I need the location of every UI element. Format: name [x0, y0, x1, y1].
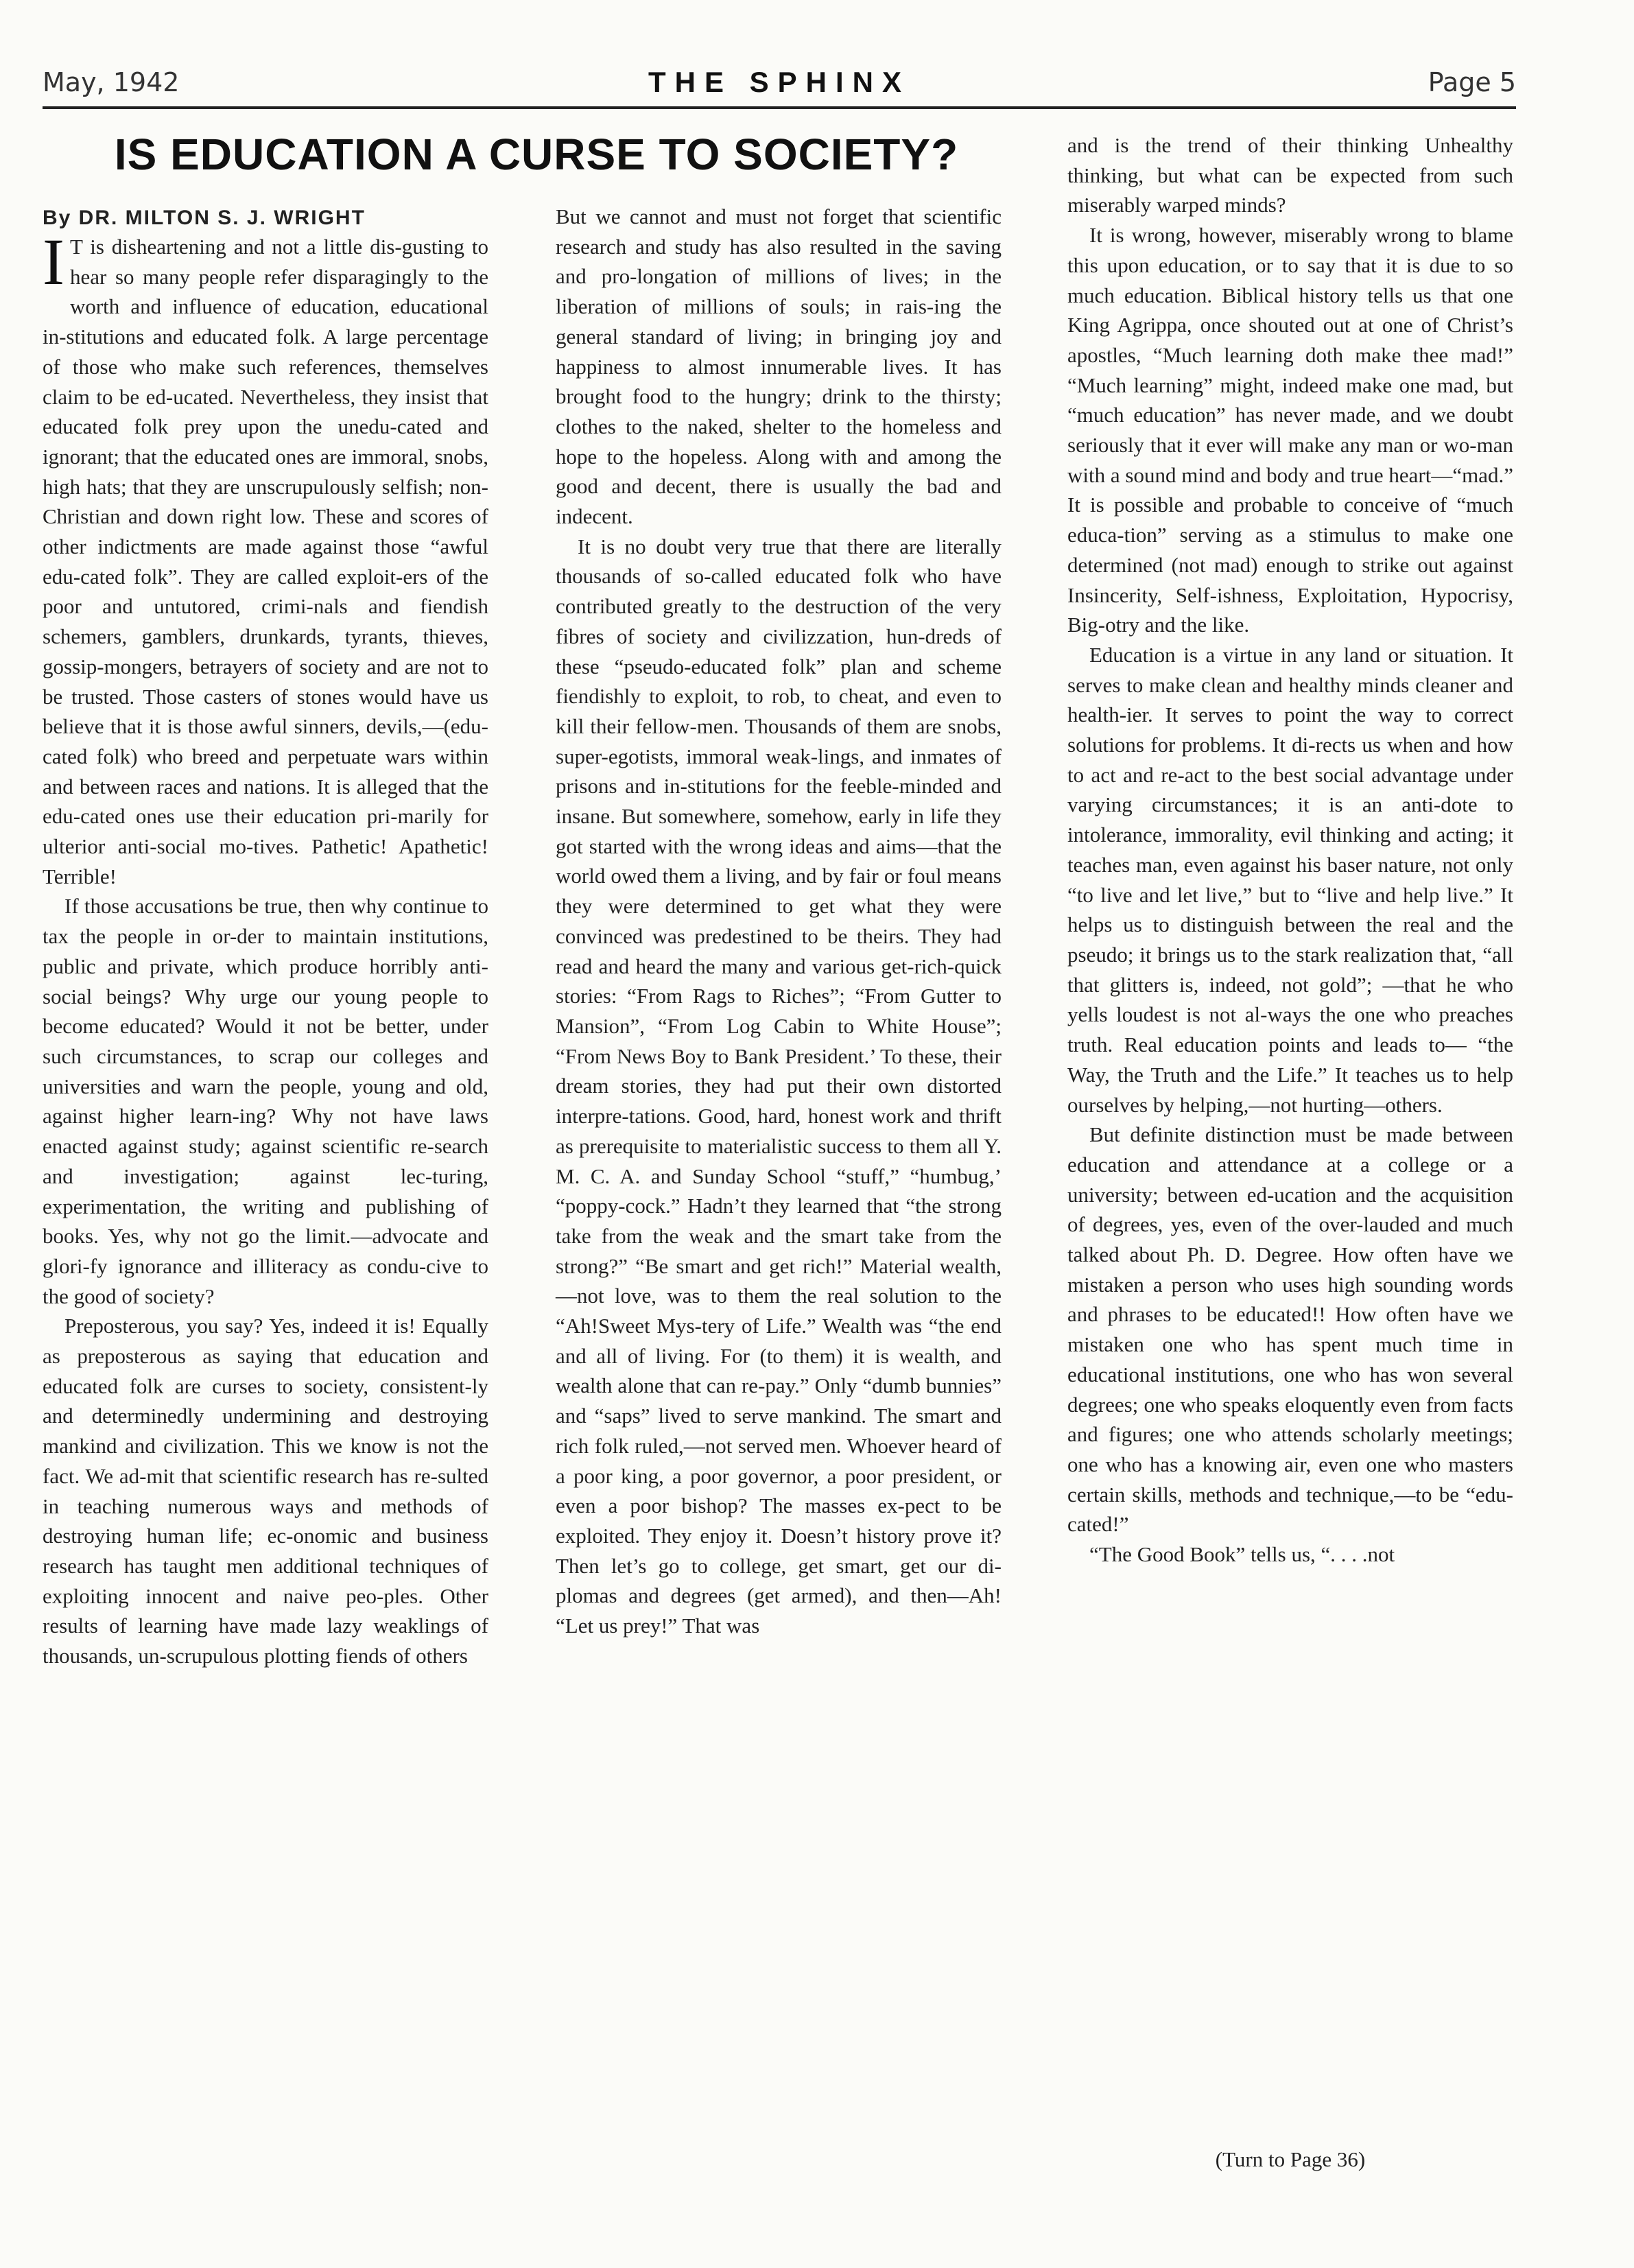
paragraph-6: and is the trend of their thinking Unhealthy thinking, but what can be expected from such miserably warped minds?	[1067, 133, 1513, 217]
column-1	[43, 204, 488, 1671]
paragraph-7: It is wrong, however, miserably wrong to blame this upon education, or to say that it is due to so much education. Biblical history tells us that one King Agrippa, once shouted out at one of Christ’s apostles, “Much learning doth make thee mad!” “Much learning” might, indeed make one mad, but “much education” has never made, and we doubt seriously that it ever will make any man or wo-man with a sound mind and body and true heart—“mad.” It is possible and probable to conceive of “much educa-tion” serving as a stimulus to make one determined (not mad) enough to strike out against Insincerity, Self-ishness, Exploitation, Hypocrisy, Big-otry and the like.	[1067, 223, 1513, 637]
page-number: Page 5	[1428, 67, 1516, 97]
article-byline: By DR. MILTON S. J. WRIGHT	[43, 206, 366, 229]
column-3	[1067, 130, 1513, 1570]
paragraph-1	[43, 225, 488, 891]
column-2	[556, 202, 1002, 1641]
paragraph-2: If those accusations be true, then why continue to tax the people in or-der to maintain institutions, public and private, which produce horribly anti-social beings? Why urge our young people to become educated? Would it not be better, under such circumstances, to scrap our colleges and universities and warn the people, young and old, against higher learn-ing? Why not have laws enacted against study; against scientific re-search and investigation; against lec-turing, experimentation, the writing and publishing of books. Yes, why not go the limit.—advocate and glori-fy ignorance and illiteracy as condu-cive to the good of society?	[43, 894, 488, 1308]
paragraph-8: Education is a virtue in any land or situation. It serves to make clean and healthy minds cleaner and health-ier. It serves to point the way to correct solutions for problems. It di-rects us when and how to act and re-act to the best social advantage under varying circumstances; it is an anti-dote to intolerance, immorality, evil thinking and acting; it teaches man, even against his baser nature, not only “to live and let live,” but to “live and help live.” It helps us to distinguish between the real and the pseudo; it brings us to the stark realization that, “all that glitters is, indeed, not gold”; —that he who yells loudest is not al-ways the one who preaches truth. Real education points and leads to— “the Way, the Truth and the Life.” It teaches us to help ourselves by helping,—not hurting—others.	[1067, 642, 1513, 1117]
drop-cap: I	[43, 225, 64, 298]
paragraph-1-text: T is disheartening and not a little dis-gusting to hear so many people refer disparagingly to the worth and influence of education, educational in-stitutions and educated folk. A large percentage of those who make such references, themselves claim to be ed-ucated. Nevertheless, they insist that educated folk prey upon the unedu-cated and ignorant; that the educated ones are immoral, snobs, high hats; that they are unscrupulously selfish; non-Christian and down right low. These and scores of other indictments are made against those “awful edu-cated folk”. They are called exploit-ers of the poor and untutored, crimi-nals and fiendish schemers, gamblers, drunkards, tyrants, thieves, gossip-mongers, betrayers of society and are not to be trusted. Those casters of stones would have us believe that it is those awful sinners, devils,—(edu-cated folk) who breed and perpetuate wars within and between races and nations. It is alleged that the edu-cated ones use their education pri-marily for ulterior anti-social mo-tives. Pathetic! Apathetic! Terrible!	[43, 235, 488, 888]
paragraph-10: “The Good Book” tells us, “. . . .not	[1089, 1542, 1395, 1567]
paragraph-5: It is no doubt very true that there are literally thousands of so-called educated folk who have contributed greatly to the destruction of the very fibres of society and civilizzation, hun-dreds of these “pseudo-educated folk” plan and scheme fiendishly to exploit, to rob, to cheat, and even to kill their fellow-men. Thousands of them are snobs, super-egotists, immoral weak-lings, and inmates of prisons and in-stitutions for the feeble-minded and insane. But somewhere, somehow, early in life they got started with the wrong ideas and aims—that the world owed them a living, and by fair or foul means they were determined to get what they were convinced was predestined to be theirs. They had read and heard the many and various get-rich-quick stories: “From Rags to Riches”; “From Gutter to Mansion”, “From Log Cabin to White House”; “From News Boy to Bank President.’ To these, their dream stories, they had put their own distorted interpre-tations. Good, hard, honest work and thrift as prerequisite to materialistic success to them all Y. M. C. A. and Sunday School “stuff,” “humbug,’ “poppy-cock.” Hadn’t they learned that “the strong take from the weak and the smart take from the strong?” “Be smart and get rich!” Material wealth,—not love, was to them the real solution to the “Ah!Sweet Mys-tery of Life.” Wealth was “the end and all of living. For (to them) it is wealth, and wealth alone that can re-pay.” Only “dumb bunnies” and “saps” lived to serve mankind. The smart and rich folk ruled,—not served men. Whoever heard of a poor king, a poor governor, a poor president, or even a poor bishop? The masses ex-pect to be exploited. They enjoy it. Doesn’t history prove it? Then let’s go to college, get smart, get our di-plomas and degrees (get armed), and then—Ah! “Let us prey!” That was	[556, 534, 1002, 1638]
issue-date: May, 1942	[43, 67, 180, 97]
paragraph-9: But definite distinction must be made between education and attendance at a college or a university; between ed-ucation and the acquisition of degrees, yes, even of the over-lauded and much talked about Ph. D. Degree. How often have we mistaken a person who uses high sounding words and phrases to be educated!! How often have we mistaken one who has spent much time in educational institutions, one who has won several degrees; one who speaks eloquently even from facts and figures; one who attends scholarly meetings; one who has a knowing air, even one who masters certain skills, methods and technique,—to be “edu-cated!”	[1067, 1122, 1513, 1537]
publication-title: THE SPHINX	[648, 66, 911, 98]
running-header	[43, 67, 1516, 107]
header-rule	[43, 106, 1516, 109]
paragraph-4: But we cannot and must not forget that scientific research and study has also resulted in the saving and pro-longation of millions of lives; in the liberation of millions of souls; in rais-ing the general standard of living; in bringing joy and happiness to almost innumerable lives. It has brought food to the hungry; drink to the thirsty; clothes to the naked, shelter to the homeless and hope to the hopeless. Along with and among the good and decent, there is usually the bad and indecent.	[556, 204, 1002, 529]
continuation-note[interactable]: (Turn to Page 36)	[1215, 2147, 1366, 2171]
paragraph-3: Preposterous, you say? Yes, indeed it is! Equally as preposterous as saying that education and educated folk are curses to society, consistent-ly and determinedly undermining and destroying mankind and civilization. This we know is not the fact. We ad-mit that scientific research has re-sulted in teaching numerous ways and methods of destroying human life; ec-onomic and business research has taught men additional techniques of exploiting innocent and naive peo-ples. Other results of learning have made lazy weaklings of thousands, un-scrupulous plotting fiends of others	[43, 1314, 488, 1668]
article-title: IS EDUCATION A CURSE TO SOCIETY?	[114, 130, 959, 179]
